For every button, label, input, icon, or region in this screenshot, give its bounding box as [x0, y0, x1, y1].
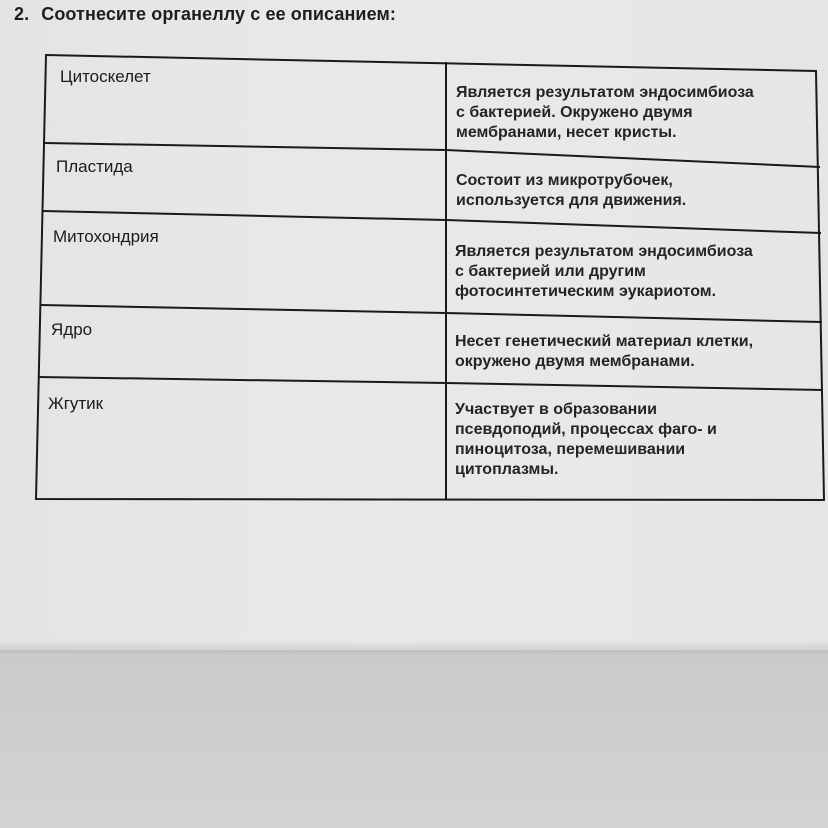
- description-line: фотосинтетическим эукариотом.: [455, 283, 717, 300]
- description-line: Несет генетический материал клетки,: [455, 333, 754, 350]
- task-instruction: Соотнесите органеллу с ее описанием:: [41, 4, 396, 24]
- description-cell-2: [456, 171, 686, 211]
- description-line: Состоит из микротрубочек,: [456, 172, 673, 189]
- description-line: Участвует в образовании: [455, 401, 657, 418]
- organelle-cell-1: Цитоскелет: [60, 67, 151, 86]
- description-line: пиноцитоза, перемешивании: [455, 441, 686, 458]
- description-line: окружено двумя мембранами.: [455, 353, 695, 370]
- description-line: используется для движения.: [456, 192, 687, 209]
- description-line: с бактерией. Окружено двумя: [456, 104, 693, 121]
- description-line: мембранами, несет кристы.: [456, 124, 677, 141]
- description-line: цитоплазмы.: [455, 461, 559, 478]
- description-line: псевдоподий, процессах фаго- и: [455, 421, 717, 438]
- page-edge-shadow: [0, 640, 828, 654]
- organelle-cell-2: Пластида: [56, 157, 133, 176]
- organelle-cell-3: Митохондрия: [53, 227, 159, 246]
- description-cell-3: [455, 242, 753, 302]
- task-heading: [14, 4, 396, 25]
- description-line: Является результатом эндосимбиоза: [456, 84, 754, 101]
- organelle-cell-5: Жгутик: [48, 394, 104, 413]
- description-line: с бактерией или другим: [455, 263, 646, 280]
- description-cell-1: [456, 83, 754, 143]
- description-line: Является результатом эндосимбиоза: [455, 243, 753, 260]
- task-number: 2.: [14, 4, 30, 24]
- background-surface: [0, 650, 828, 828]
- description-cell-5: [455, 400, 717, 480]
- organelle-cell-4: Ядро: [51, 320, 93, 339]
- description-cell-4: [455, 332, 753, 372]
